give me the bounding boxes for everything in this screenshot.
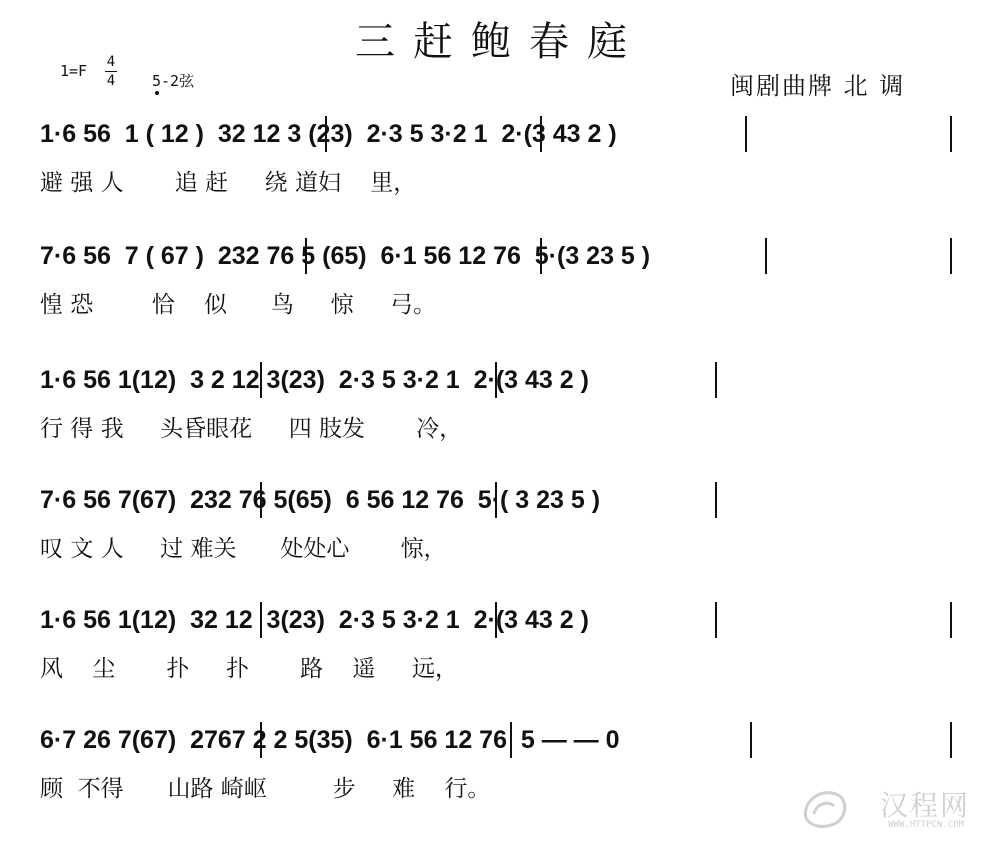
barline [305, 238, 307, 274]
barlines [40, 110, 960, 158]
barline [540, 116, 542, 152]
watermark-text: 汉程网 [879, 789, 970, 822]
barline [495, 362, 497, 398]
barline [950, 722, 952, 758]
string-tuning: 5-2弦 [152, 72, 195, 90]
notation-line: 1·6 56 1 ( 12 ) 32 12 3 (23) 2·3 5 3·2 1 2·(3 43 2 ) [40, 120, 617, 148]
barlines [40, 596, 960, 644]
notation-line: 6·7 26 7(67) 2767 2 2 5(35) 6·1 56 12 76 5 — — 0 [40, 726, 620, 754]
barline [510, 722, 512, 758]
barlines [40, 356, 960, 404]
barline [495, 482, 497, 518]
barline [745, 116, 747, 152]
barline [950, 238, 952, 274]
time-signature-divider [105, 71, 117, 72]
barline [325, 116, 327, 152]
barline [715, 602, 717, 638]
barline [950, 116, 952, 152]
song-title: 三赶鲍春庭 [355, 19, 645, 65]
lyrics-line: 风 尘 扑 扑 路 遥 远， [40, 656, 458, 682]
barline [765, 238, 767, 274]
lyrics-line: 惶 恐 恰 似 鸟 惊 弓。 [40, 292, 437, 318]
barline [260, 362, 262, 398]
barline [750, 722, 752, 758]
notation-line: 1·6 56 1(12) 32 12 3(23) 2·3 5 3·2 1 2·(3 43 2 ) [40, 606, 589, 634]
barline [715, 362, 717, 398]
notation-line: 7·6 56 7(67) 232 76 5(65) 6 56 12 76 5·( 3 23 5 ) [40, 486, 601, 514]
barlines [40, 476, 960, 524]
barline [260, 482, 262, 518]
low-octave-dot [155, 91, 159, 95]
lyrics-line: 行 得 我 头昏眼花 四 肢发 冷， [40, 416, 463, 442]
barline [540, 238, 542, 274]
barlines [40, 232, 960, 280]
watermark-url: WWW.HTTPCN.COM [888, 820, 964, 830]
time-signature [103, 54, 119, 89]
barline [495, 602, 497, 638]
barline [260, 722, 262, 758]
lyrics-line: 叹 文 人 过 难关 处处心 惊， [40, 536, 447, 562]
lyrics-line: 避 强 人 追 赶 绕 道妇 里， [40, 170, 417, 196]
lyrics-line: 顾 不得 山路 崎岖 步 难 行。 [40, 776, 491, 802]
notation-line: 7·6 56 7 ( 67 ) 232 76 5 (65) 6·1 56 12 76 5·(3 23 5 ) [40, 242, 651, 270]
barline [950, 602, 952, 638]
time-signature-top: 4 [106, 54, 116, 70]
barlines [40, 716, 960, 764]
barline [260, 602, 262, 638]
barline [715, 482, 717, 518]
watermark-logo-icon [800, 784, 852, 834]
genre-label: 闽剧曲牌 北 调 [730, 72, 906, 100]
watermark [800, 780, 970, 840]
time-signature-bottom: 4 [106, 73, 116, 89]
key-signature: 1=F [60, 62, 88, 80]
notation-line: 1·6 56 1(12) 3 2 12 3(23) 2·3 5 3·2 1 2·(3 43 2 ) [40, 366, 589, 394]
